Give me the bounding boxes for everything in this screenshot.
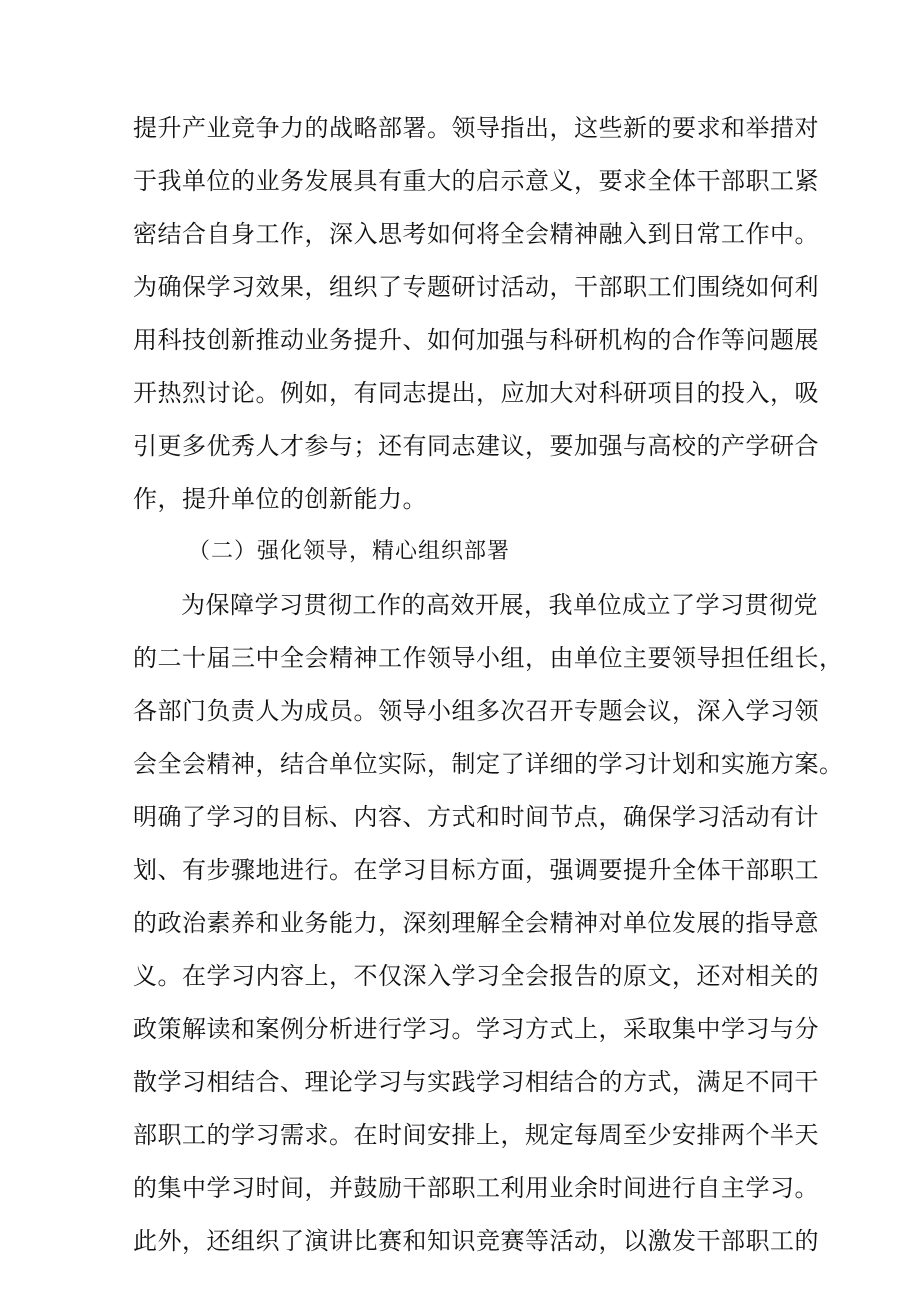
paragraph-line: 的政治素养和业务能力，深刻理解全会精神对单位发展的指导意 (133, 909, 819, 937)
paragraph-line: 部职工的学习需求。在时间安排上，规定每周至少安排两个半天 (133, 1121, 819, 1149)
paragraph-line: 密结合自身工作，深入思考如何将全会精神融入到日常工作中。 (133, 220, 819, 248)
paragraph-line: 作，提升单位的创新能力。 (133, 485, 427, 513)
paragraph-line: 义。在学习内容上，不仅深入学习全会报告的原文，还对相关的 (133, 962, 819, 990)
section-heading: （二）强化领导，精心组织部署 (188, 539, 511, 564)
paragraph-line: 散学习相结合、理论学习与实践学习相结合的方式，满足不同干 (133, 1068, 819, 1096)
paragraph-line: 的集中学习时间，并鼓励干部职工利用业余时间进行自主学习。 (133, 1174, 819, 1202)
paragraph-line: 会全会精神，结合单位实际，制定了详细的学习计划和实施方案。 (133, 750, 844, 778)
paragraph-line: 为保障学习贯彻工作的高效开展，我单位成立了学习贯彻党 (181, 591, 818, 619)
paragraph-line: 的二十届三中全会精神工作领导小组，由单位主要领导担任组长， (133, 644, 844, 672)
paragraph-line: 于我单位的业务发展具有重大的启示意义，要求全体干部职工紧 (133, 167, 819, 195)
paragraph-line: 各部门负责人为成员。领导小组多次召开专题会议，深入学习领 (133, 697, 819, 725)
paragraph-line: 提升产业竞争力的战略部署。领导指出，这些新的要求和举措对 (133, 114, 819, 142)
paragraph-line: 明确了学习的目标、内容、方式和时间节点，确保学习活动有计 (133, 803, 819, 831)
paragraph-line: 划、有步骤地进行。在学习目标方面，强调要提升全体干部职工 (133, 856, 819, 884)
paragraph-line: 政策解读和案例分析进行学习。学习方式上，采取集中学习与分 (133, 1015, 819, 1043)
paragraph-line: 此外，还组织了演讲比赛和知识竞赛等活动，以激发干部职工的 (133, 1227, 819, 1255)
paragraph-line: 引更多优秀人才参与；还有同志建议，要加强与高校的产学研合 (133, 432, 819, 460)
paragraph-line: 为确保学习效果，组织了专题研讨活动，干部职工们围绕如何利 (133, 273, 819, 301)
paragraph-line: 用科技创新推动业务提升、如何加强与科研机构的合作等问题展 (133, 326, 819, 354)
paragraph-line: 开热烈讨论。例如，有同志提出，应加大对科研项目的投入，吸 (133, 379, 819, 407)
